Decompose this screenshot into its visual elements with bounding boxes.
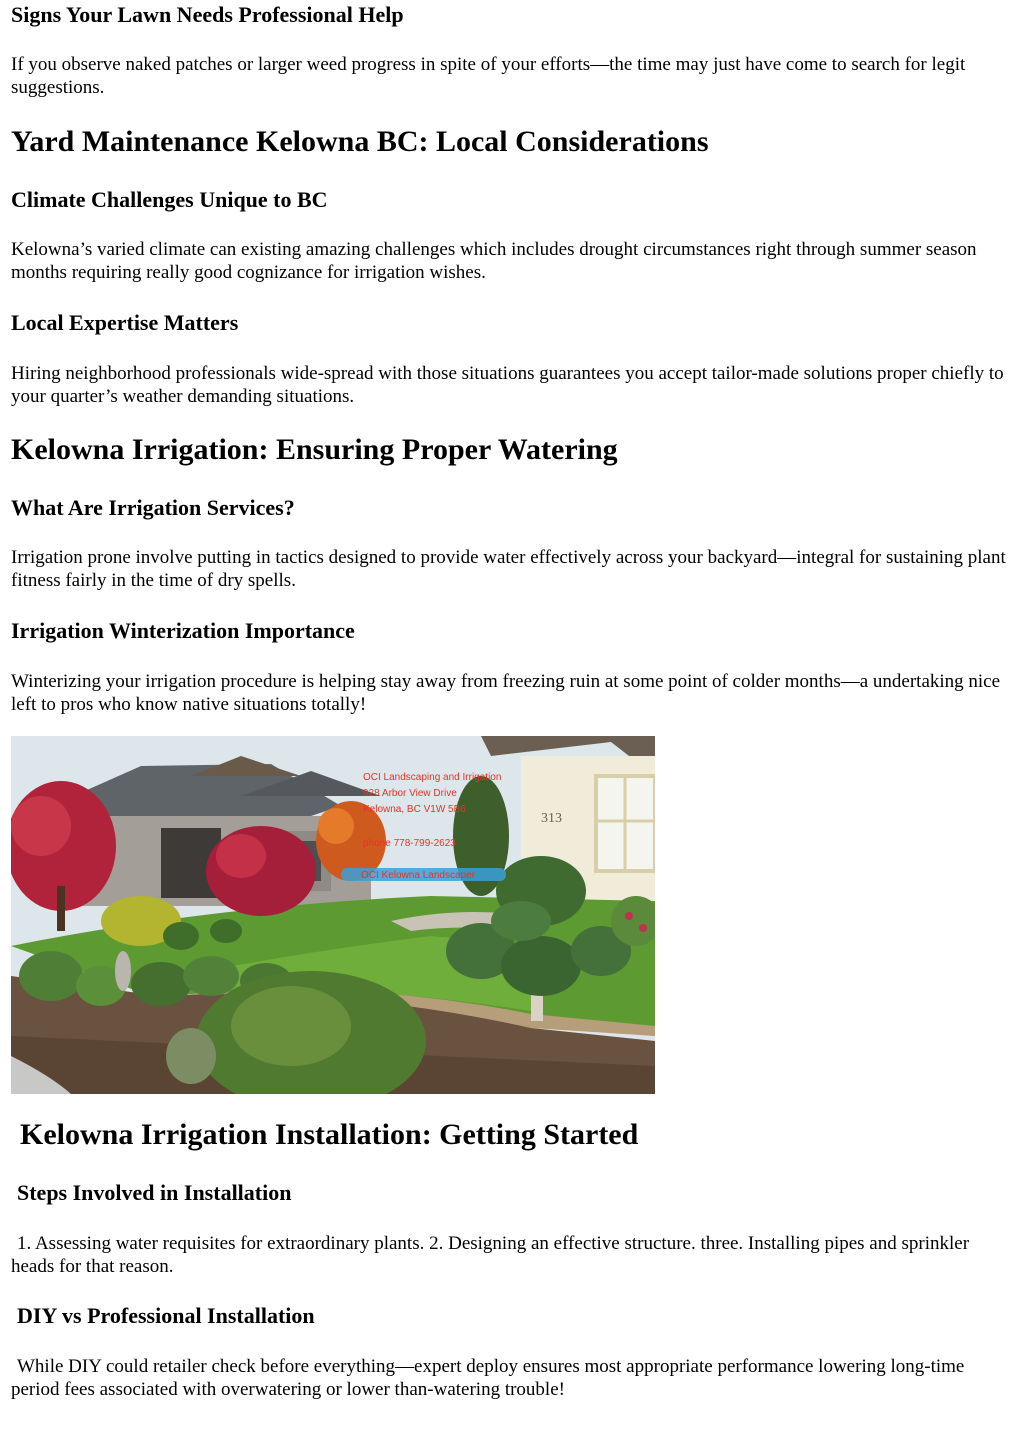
heading-installation: Kelowna Irrigation Installation: Getting Started (20, 1118, 639, 1151)
heading-services: What Are Irrigation Services? (11, 495, 295, 520)
heading-lawn-help: Signs Your Lawn Needs Professional Help (11, 2, 404, 27)
heading-climate: Climate Challenges Unique to BC (11, 187, 328, 212)
overlay-company: OCI Landscaping and Irrigation (363, 772, 502, 783)
heading-local-considerations: Yard Maintenance Kelowna BC: Local Considerations (11, 125, 709, 158)
paragraph-services: Irrigation prone involve putting in tactics designed to provide water effectively across your backyard—integral for sustaining plant fitness fairly in the time of dry spells. (11, 547, 1006, 591)
paragraph-climate: Kelowna’s varied climate can existing amazing challenges which includes drought circumstances right through summer season months requiring really good cognizance for irrigation wishes. (11, 239, 977, 283)
house-number: 313 (541, 811, 562, 826)
paragraph-steps: 1. Assessing water requisites for extraordinary plants. 2. Designing an effective structure. three. Installing pipes and sprinkler heads for that reason. (11, 1233, 970, 1277)
heading-expertise: Local Expertise Matters (11, 310, 239, 335)
overlay-address: 928 Arbor View Drive (363, 788, 457, 799)
landscape-photo (11, 736, 655, 1094)
heading-steps: Steps Involved in Installation (17, 1180, 292, 1205)
paragraph-expertise: Hiring neighborhood professionals wide-spread with those situations guarantees you accept tailor-made solutions proper chiefly to your quarter’s weather demanding situations. (11, 363, 1004, 407)
heading-diy: DIY vs Professional Installation (17, 1303, 315, 1328)
paragraph-diy: While DIY could retailer check before everything—expert deploy ensures most appropriate performance lowering long-time period fees associated with overwatering or lower than-watering trouble! (11, 1356, 965, 1400)
paragraph-lawn-help: If you observe naked patches or larger weed progress in spite of your efforts—the time may just have come to search for legit suggestions. (11, 54, 966, 98)
paragraph-winterization: Winterizing your irrigation procedure is helping stay away from freezing ruin at some point of colder months—a undertaking nice left to pros who know native situations totally! (11, 671, 1001, 715)
overlay-badge: OCI Kelowna Landscaper (361, 870, 475, 881)
heading-winterization: Irrigation Winterization Importance (11, 618, 355, 643)
overlay-phone: phone 778-799-2623 (363, 838, 456, 849)
overlay-city: Kelowna, BC V1W 5B6 (363, 804, 466, 815)
heading-irrigation: Kelowna Irrigation: Ensuring Proper Watering (11, 433, 618, 466)
